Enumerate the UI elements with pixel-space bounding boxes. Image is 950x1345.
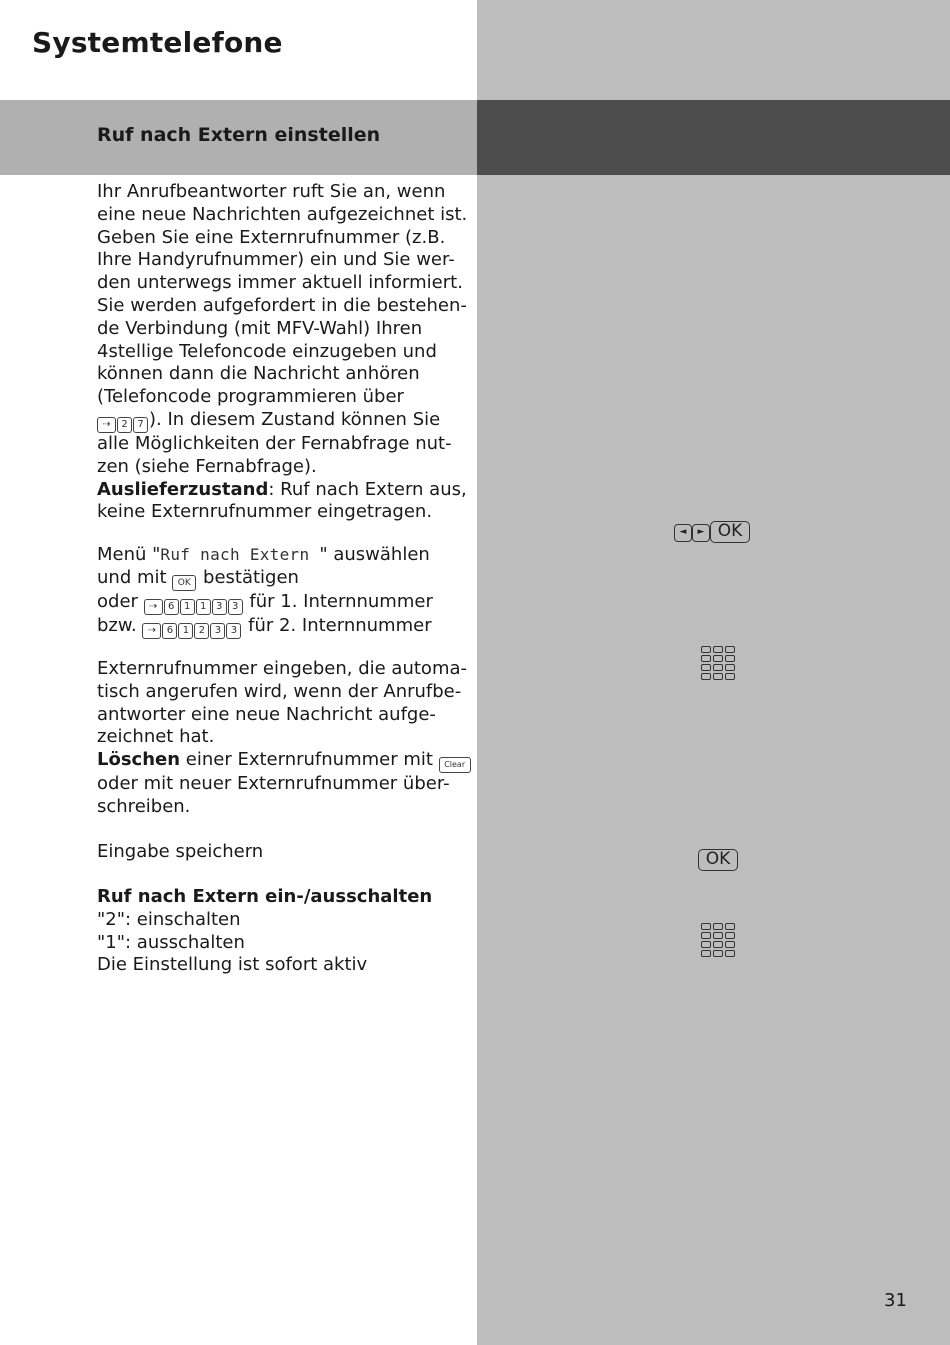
text-line: tisch angerufen wird, wenn der Anrufbe- — [97, 680, 462, 702]
text-line — [97, 567, 477, 591]
text-line: schreiben. — [97, 795, 191, 817]
section-title: Ruf nach Extern einstellen — [97, 124, 381, 146]
delete-label: Löschen — [97, 749, 181, 771]
text-line-with-keys — [97, 409, 477, 433]
digit-key-icon: 7 — [133, 417, 148, 433]
text-line: "2": einschalten — [97, 908, 241, 930]
save-step — [97, 841, 477, 864]
text-line: Eingabe speichern — [97, 841, 264, 862]
clear-key-icon: Clear — [439, 757, 471, 773]
text-line: eine neue Nachrichten aufgezeichnet ist. — [97, 203, 468, 225]
text-line — [97, 544, 477, 567]
digit-key-icon: 1 — [180, 599, 195, 615]
text-line: Ihre Handyrufnummer) ein und Sie wer- — [97, 249, 455, 271]
ok-key-icon: OK — [698, 849, 738, 871]
menu-step — [97, 544, 477, 639]
keypad-icon — [701, 923, 735, 957]
nav-ok-keys-icon — [674, 521, 750, 543]
default-state-label: Auslieferzustand — [97, 478, 269, 500]
arrow-left-key-icon: ◄ — [674, 524, 692, 542]
text-line: antworter eine neue Nachricht aufge- — [97, 703, 436, 725]
text-fragment: bestätigen — [203, 566, 299, 588]
digit-key-icon: 1 — [196, 599, 211, 615]
text-line: oder mit neuer Externrufnummer über- — [97, 773, 450, 795]
text-fragment: einer Externrufnummer mit — [180, 749, 433, 771]
text-line: 4stellige Telefoncode einzugeben und — [97, 340, 437, 362]
digit-key-icon: 6 — [162, 623, 177, 639]
digit-key-icon: 2 — [117, 417, 132, 433]
text-line: (Telefoncode programmieren über — [97, 386, 404, 408]
keypad-icon — [701, 646, 735, 680]
text-line: Externrufnummer eingeben, die automa- — [97, 658, 468, 679]
program-key-icon: ⇢ — [97, 417, 116, 433]
text-line: Geben Sie eine Externrufnummer (z.B. — [97, 226, 446, 248]
toggle-step — [97, 886, 477, 977]
program-key-icon: ⇢ — [144, 599, 163, 615]
toggle-title: Ruf nach Extern ein-/ausschalten — [97, 886, 433, 907]
digit-key-icon: 3 — [228, 599, 243, 615]
entry-step — [97, 658, 477, 819]
text-fragment: bzw. — [97, 614, 137, 636]
text-fragment: ). In diesem Zustand können Sie — [149, 408, 441, 430]
text-fragment: für 2. Internnummer — [248, 614, 432, 636]
arrow-right-key-icon: ► — [692, 524, 710, 542]
text-line — [97, 749, 477, 773]
text-fragment: für 1. Internnummer — [249, 590, 433, 612]
text-line: zen (siehe Fernabfrage). — [97, 455, 317, 477]
text-fragment: " auswählen — [319, 544, 430, 565]
ok-key-icon: OK — [172, 575, 196, 591]
text-line — [97, 615, 477, 639]
text-fragment: Menü " — [97, 544, 161, 565]
program-key-icon: ⇢ — [142, 623, 161, 639]
text-line: können dann die Nachricht anhören — [97, 363, 420, 385]
lcd-menu-text: Ruf nach Extern — [160, 545, 320, 564]
text-line: keine Externrufnummer eingetragen. — [97, 501, 433, 523]
text-line: Die Einstellung ist sofort aktiv — [97, 954, 368, 976]
text-line — [97, 591, 477, 615]
digit-key-icon: 3 — [212, 599, 227, 615]
digit-key-icon: 2 — [194, 623, 209, 639]
text-line: de Verbindung (mit MFV-Wahl) Ihren — [97, 317, 423, 339]
section-header-dark-band — [477, 100, 950, 175]
digit-key-icon: 3 — [226, 623, 241, 639]
ok-key-icon: OK — [710, 521, 750, 543]
intro-paragraph — [97, 181, 477, 524]
digit-key-icon: 6 — [164, 599, 179, 615]
page-number: 31 — [884, 1290, 907, 1311]
text-line: Ihr Anrufbeantworter ruft Sie an, wenn — [97, 181, 446, 202]
digit-key-icon: 1 — [178, 623, 193, 639]
text-line: alle Möglichkeiten der Fernabfrage nut- — [97, 432, 452, 454]
text-line — [97, 479, 477, 502]
text-fragment: : Ruf nach Extern aus, — [268, 478, 467, 500]
text-line: zeichnet hat. — [97, 726, 215, 748]
digit-key-icon: 3 — [210, 623, 225, 639]
text-line: den unterwegs immer aktuell informiert. — [97, 272, 463, 294]
ok-key-icon — [698, 849, 738, 871]
text-line: Sie werden aufgefordert in die bestehen- — [97, 294, 467, 316]
text-fragment: und mit — [97, 566, 167, 588]
page-title: Systemtelefone — [32, 26, 283, 59]
text-fragment: oder — [97, 590, 138, 612]
text-line: "1": ausschalten — [97, 931, 245, 953]
